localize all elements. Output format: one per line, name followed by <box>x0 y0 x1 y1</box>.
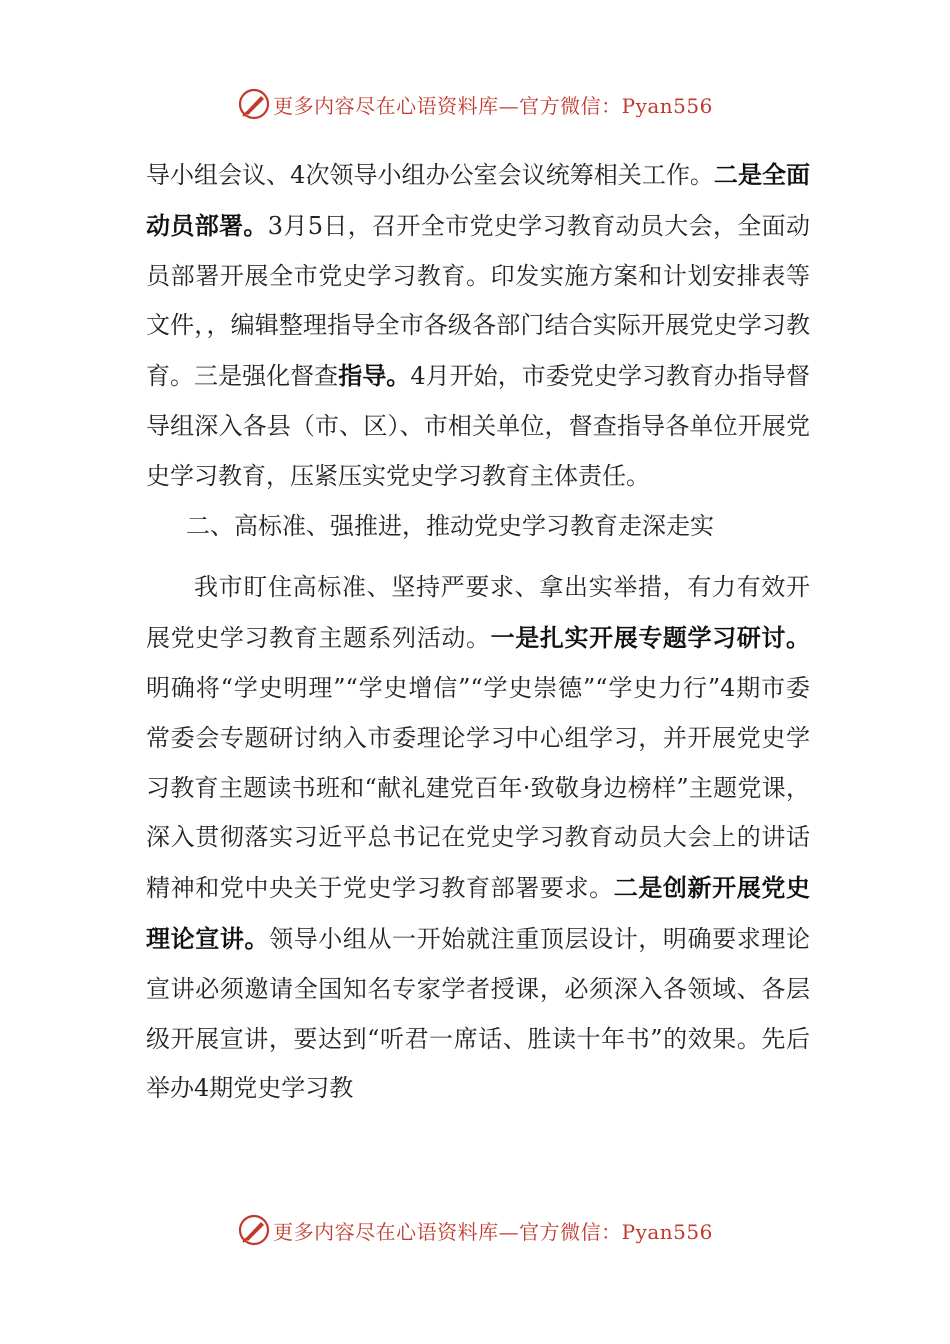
banner-text: 更多内容尽在心语资料库—官方微信：Pyan556 <box>273 1219 713 1244</box>
banner-text: 更多内容尽在心语资料库—官方微信：Pyan556 <box>273 93 713 118</box>
p1-text-a: 导小组会议、4次领导小组办公室会议统筹相关工作。 <box>146 161 714 189</box>
p2-text-a: 我市盯住高标准、坚持严要求、拿出实举措，有力有效开展党史学习教育主题系列活动。 <box>146 573 810 653</box>
p1-bold-b: 二是全面动员部署。 <box>146 160 811 240</box>
quill-logo-icon <box>237 87 271 121</box>
p1-text-e: 4月开始，市委党史学习教育办指导督导组深入各县（市、区）、市相关单位，督查指导各单位开展党史学习教育，压紧压实党史学习教育主体责任。 <box>146 362 811 490</box>
section-heading-2: 二、高标准、强推进，推动党史学习教育走深走实 <box>186 511 714 540</box>
p2-bold-d: 二是创新开展党史理论宣讲。 <box>146 873 811 953</box>
quill-logo-icon <box>237 1213 271 1247</box>
paragraph-2 <box>146 563 810 1114</box>
p2-bold-b: 一是扎实开展专题学习研讨。 <box>490 623 811 653</box>
p2-text-e: 领导小组从一开始就注重顶层设计，明确要求理论宣讲必须邀请全国知名专家学者授课，必须深入各领域、各层级开展宣讲，要达到“听君一席话、胜读十年书”的效果。先后举办4期党史学习教 <box>146 924 810 1103</box>
p2-text-c: 明确将“学史明理”“学史增信”“学史崇德”“学史力行”4期市委常委会专题研讨纳入市委理论学习中心组学习，并开展党史学习教育主题读书班和“献礼建党百年·致敬身边榜样”主题党课，深入贯彻落实习近平总书记在党史学习教育动员大会上的讲话精神和党中央关于党史学习教育部署要求。 <box>146 673 810 903</box>
p1-text-c: 3月5日，召开全市党史学习教育动员大会，全面动员部署开展全市党史学习教育。印发实施方案和计划安排表等文件，，编辑整理指导全市各级各部门结合实际开展党史学习教育。三是强化督查 <box>146 211 811 391</box>
paragraph-1 <box>146 150 810 502</box>
p1-bold-d: 指导。 <box>338 361 411 391</box>
footer-banner <box>0 1212 950 1248</box>
header-banner <box>0 86 950 122</box>
document-body <box>146 150 810 1114</box>
